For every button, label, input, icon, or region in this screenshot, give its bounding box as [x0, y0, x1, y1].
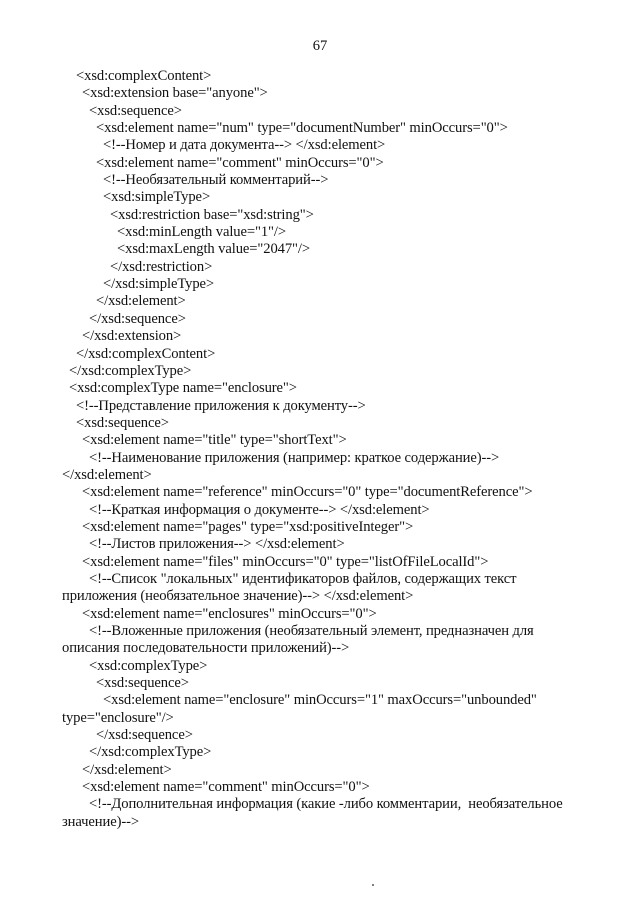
code-line: значение)--> [62, 813, 139, 830]
code-line: type="enclosure"/> [62, 709, 174, 726]
code-line: </xsd:extension> [82, 328, 182, 345]
page-number: 67 [312, 38, 328, 54]
code-line: описания последовательности приложений)--> [62, 640, 350, 657]
code-line: <xsd:element name="title" type="shortText"> [82, 432, 347, 449]
code-line: </xsd:element> [82, 761, 172, 778]
code-line: <xsd:maxLength value="2047"/> [117, 241, 310, 258]
code-line: <xsd:minLength value="1"/> [117, 224, 286, 241]
code-line: <xsd:sequence> [89, 102, 182, 119]
code-line: <xsd:element name="comment" minOccurs="0"> [82, 779, 370, 796]
code-line: <xsd:element name="num" type="documentNumber" minOccurs="0"> [96, 120, 508, 137]
code-line: <!--Листов приложения--> </xsd:element> [89, 536, 345, 553]
code-line: </xsd:element> [62, 466, 152, 483]
code-line: <xsd:complexContent> [76, 68, 212, 84]
code-line: <!--Краткая информация о документе--> </xsd:element> [89, 501, 430, 518]
code-line: <!--Список "локальных" идентификаторов файлов, содержащих текст [89, 570, 517, 587]
code-line: <!--Необязательный комментарий--> [103, 172, 329, 189]
code-line: <xsd:sequence> [76, 414, 169, 431]
code-line: </xsd:complexContent> [76, 345, 216, 362]
code-line: <xsd:element name="enclosures" minOccurs="0"> [82, 605, 377, 622]
code-line: <xsd:complexType name="enclosure"> [69, 380, 297, 397]
code-line: </xsd:sequence> [89, 310, 186, 327]
code-line: <xsd:element name="reference" minOccurs="0" type="documentReference"> [82, 484, 533, 501]
code-line: приложения (необязательное значение)--> </xsd:element> [62, 588, 414, 605]
code-line: <xsd:simpleType> [103, 189, 211, 206]
code-line: <!--Дополнительная информация (какие -либо комментарии, необязательное [89, 796, 563, 813]
code-line: <xsd:element name="pages" type="xsd:positiveInteger"> [82, 518, 414, 535]
code-line: <xsd:restriction base="xsd:string"> [110, 206, 314, 223]
code-line: <!--Представление приложения к документу--> [76, 397, 366, 414]
code-line: <!--Номер и дата документа--> </xsd:element> [103, 137, 386, 154]
code-line: </xsd:sequence> [96, 727, 193, 744]
code-line: <xsd:element name="files" minOccurs="0" type="listOfFileLocalId"> [82, 553, 489, 570]
code-line: </xsd:complexType> [89, 744, 212, 761]
code-line: <!--Вложенные приложения (необязательный элемент, предназначен для [89, 623, 534, 639]
code-line: </xsd:element> [96, 293, 186, 310]
code-line: <!--Наименование приложения (например: краткое содержание)--> [89, 449, 500, 466]
code-line: </xsd:simpleType> [103, 276, 215, 293]
code-line: <xsd:extension base="anyone"> [82, 85, 268, 102]
code-line: <xsd:sequence> [96, 675, 189, 692]
scan-speck [372, 884, 374, 886]
code-line: </xsd:restriction> [110, 258, 213, 275]
code-line: </xsd:complexType> [69, 362, 192, 379]
code-line: <xsd:complexType> [89, 657, 208, 674]
code-line: <xsd:element name="enclosure" minOccurs="1" maxOccurs="unbounded" [103, 692, 537, 709]
code-line: <xsd:element name="comment" minOccurs="0"> [96, 154, 384, 171]
xsd-code-block [0, 68, 640, 831]
